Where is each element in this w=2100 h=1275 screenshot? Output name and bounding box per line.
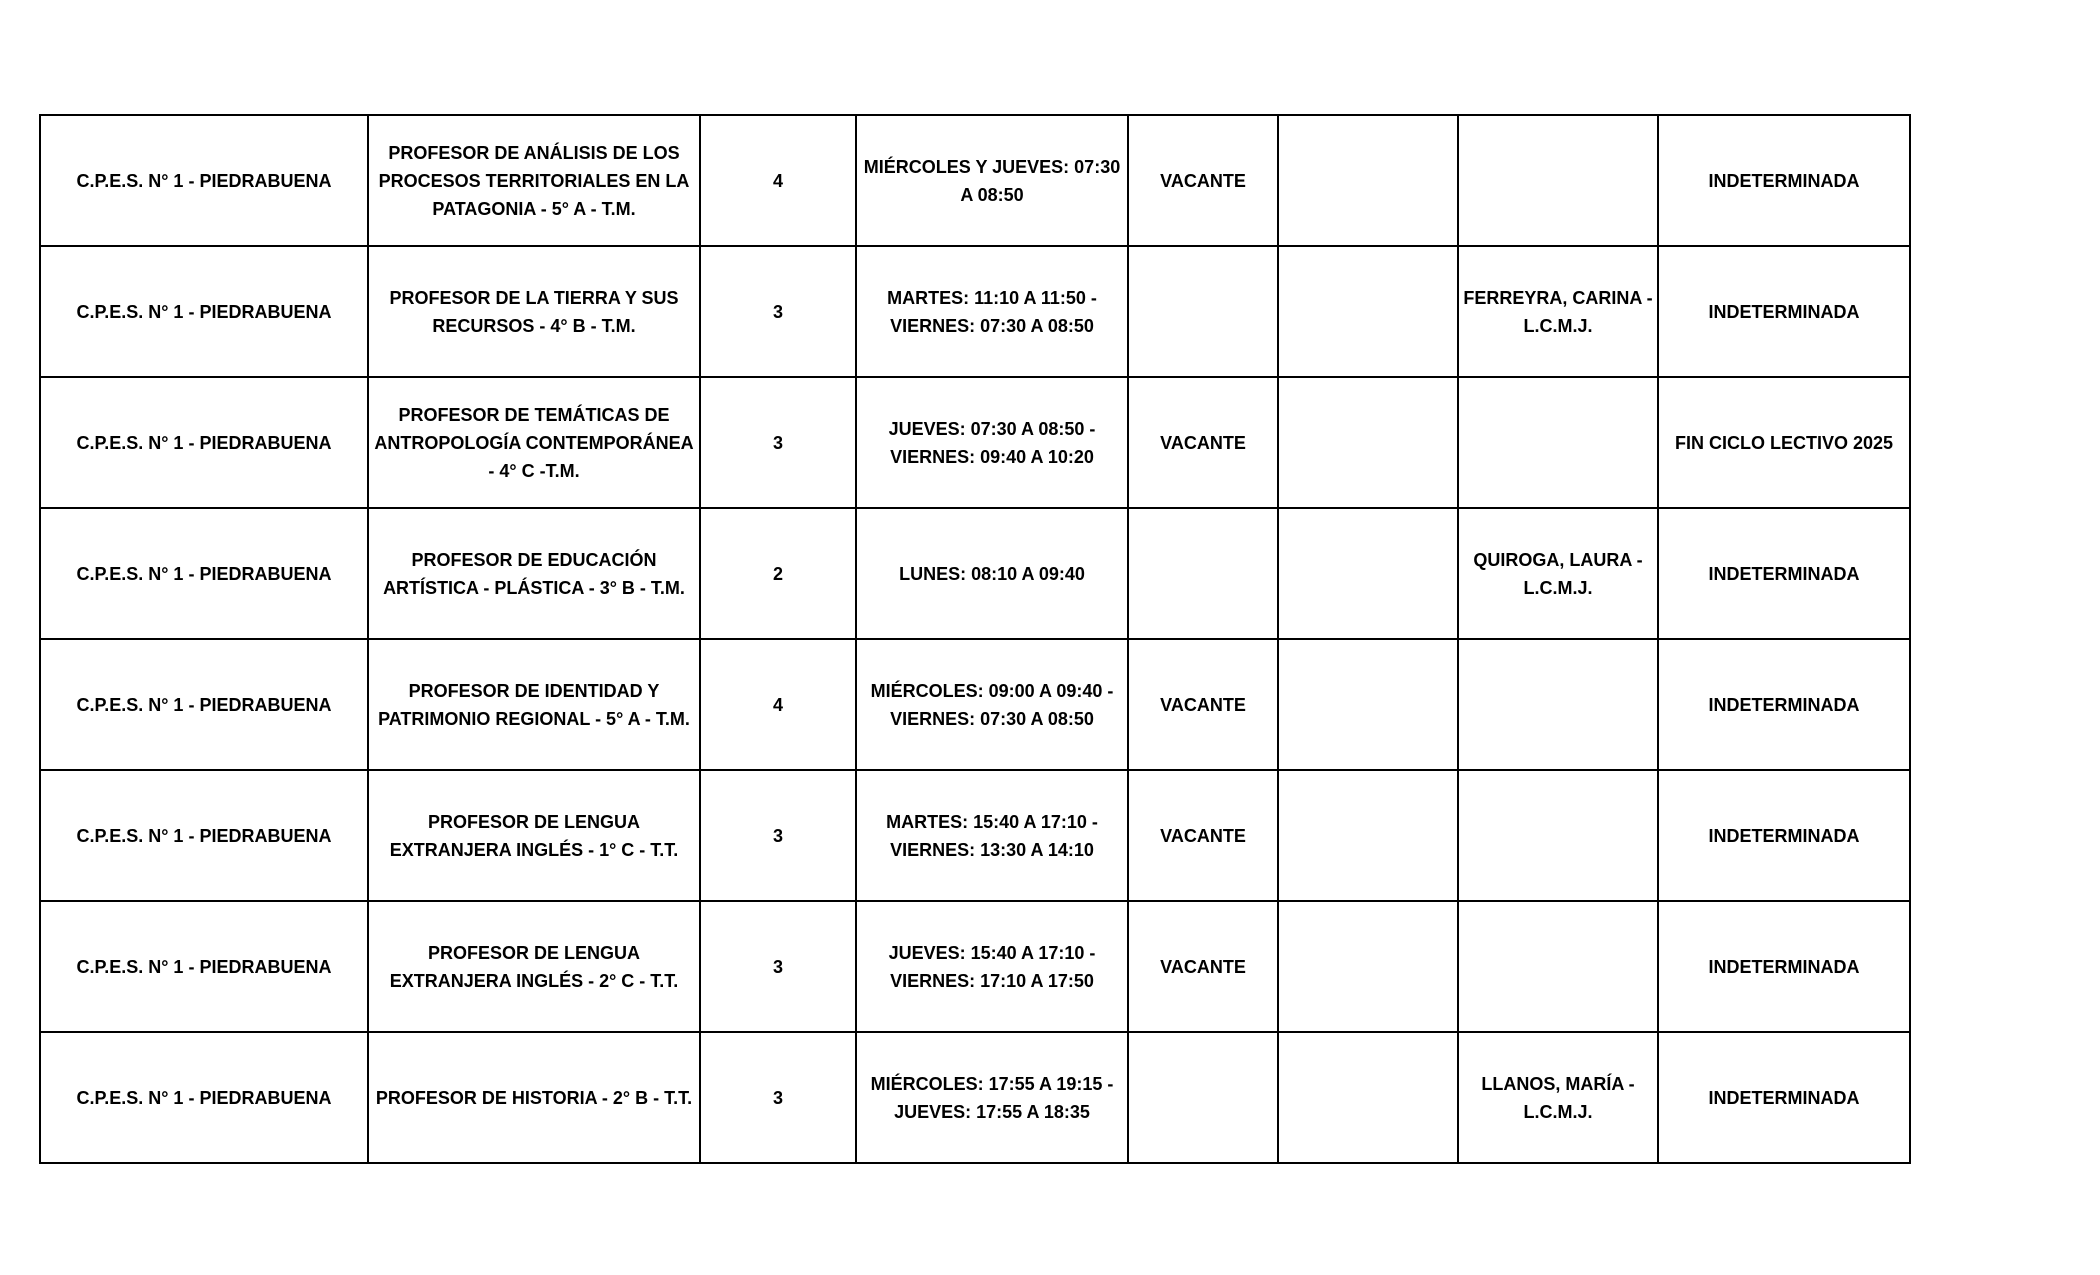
hours-cell: 3: [700, 246, 856, 377]
schedule-cell: JUEVES: 15:40 A 17:10 - VIERNES: 17:10 A 17:50: [856, 901, 1128, 1032]
school-cell: C.P.E.S. N° 1 - PIEDRABUENA: [40, 901, 368, 1032]
schedule-cell: MARTES: 15:40 A 17:10 - VIERNES: 13:30 A 14:10: [856, 770, 1128, 901]
extra-cell: [1278, 115, 1458, 246]
status-cell: VACANTE: [1128, 770, 1278, 901]
status-cell: VACANTE: [1128, 639, 1278, 770]
position-cell: PROFESOR DE LENGUA EXTRANJERA INGLÉS - 2° C - T.T.: [368, 901, 700, 1032]
hours-cell: 3: [700, 377, 856, 508]
holder-cell: [1458, 115, 1658, 246]
extra-cell: [1278, 1032, 1458, 1163]
status-cell: [1128, 246, 1278, 377]
schedule-cell: MIÉRCOLES Y JUEVES: 07:30 A 08:50: [856, 115, 1128, 246]
extra-cell: [1278, 901, 1458, 1032]
hours-cell: 3: [700, 901, 856, 1032]
table-row: [40, 246, 1910, 377]
schedule-cell: MARTES: 11:10 A 11:50 - VIERNES: 07:30 A 08:50: [856, 246, 1128, 377]
position-cell: PROFESOR DE LA TIERRA Y SUS RECURSOS - 4° B - T.M.: [368, 246, 700, 377]
holder-cell: [1458, 639, 1658, 770]
table-row: [40, 770, 1910, 901]
school-cell: C.P.E.S. N° 1 - PIEDRABUENA: [40, 508, 368, 639]
hours-cell: 4: [700, 115, 856, 246]
schedule-cell: LUNES: 08:10 A 09:40: [856, 508, 1128, 639]
extra-cell: [1278, 377, 1458, 508]
holder-cell: QUIROGA, LAURA - L.C.M.J.: [1458, 508, 1658, 639]
extra-cell: [1278, 508, 1458, 639]
schedule-cell: MIÉRCOLES: 17:55 A 19:15 - JUEVES: 17:55 A 18:35: [856, 1032, 1128, 1163]
position-cell: PROFESOR DE TEMÁTICAS DE ANTROPOLOGÍA CONTEMPORÁNEA - 4° C -T.M.: [368, 377, 700, 508]
position-cell: PROFESOR DE EDUCACIÓN ARTÍSTICA - PLÁSTICA - 3° B - T.M.: [368, 508, 700, 639]
position-cell: PROFESOR DE LENGUA EXTRANJERA INGLÉS - 1° C - T.T.: [368, 770, 700, 901]
school-cell: C.P.E.S. N° 1 - PIEDRABUENA: [40, 639, 368, 770]
status-cell: VACANTE: [1128, 115, 1278, 246]
holder-cell: LLANOS, MARÍA - L.C.M.J.: [1458, 1032, 1658, 1163]
status-cell: VACANTE: [1128, 901, 1278, 1032]
school-cell: C.P.E.S. N° 1 - PIEDRABUENA: [40, 115, 368, 246]
term-cell: INDETERMINADA: [1658, 1032, 1910, 1163]
table-row: [40, 508, 1910, 639]
position-cell: PROFESOR DE ANÁLISIS DE LOS PROCESOS TERRITORIALES EN LA PATAGONIA - 5° A - T.M.: [368, 115, 700, 246]
term-cell: INDETERMINADA: [1658, 770, 1910, 901]
position-cell: PROFESOR DE IDENTIDAD Y PATRIMONIO REGIONAL - 5° A - T.M.: [368, 639, 700, 770]
term-cell: INDETERMINADA: [1658, 639, 1910, 770]
school-cell: C.P.E.S. N° 1 - PIEDRABUENA: [40, 1032, 368, 1163]
school-cell: C.P.E.S. N° 1 - PIEDRABUENA: [40, 377, 368, 508]
status-cell: VACANTE: [1128, 377, 1278, 508]
extra-cell: [1278, 246, 1458, 377]
holder-cell: [1458, 901, 1658, 1032]
status-cell: [1128, 1032, 1278, 1163]
hours-cell: 3: [700, 770, 856, 901]
extra-cell: [1278, 639, 1458, 770]
table-row: [40, 1032, 1910, 1163]
school-cell: C.P.E.S. N° 1 - PIEDRABUENA: [40, 770, 368, 901]
term-cell: INDETERMINADA: [1658, 246, 1910, 377]
term-cell: INDETERMINADA: [1658, 508, 1910, 639]
table-row: [40, 115, 1910, 246]
extra-cell: [1278, 770, 1458, 901]
position-cell: PROFESOR DE HISTORIA - 2° B - T.T.: [368, 1032, 700, 1163]
table-row: [40, 901, 1910, 1032]
term-cell: INDETERMINADA: [1658, 901, 1910, 1032]
vacancy-table: [39, 114, 1911, 1164]
school-cell: C.P.E.S. N° 1 - PIEDRABUENA: [40, 246, 368, 377]
status-cell: [1128, 508, 1278, 639]
hours-cell: 2: [700, 508, 856, 639]
holder-cell: FERREYRA, CARINA - L.C.M.J.: [1458, 246, 1658, 377]
holder-cell: [1458, 377, 1658, 508]
schedule-cell: MIÉRCOLES: 09:00 A 09:40 - VIERNES: 07:30 A 08:50: [856, 639, 1128, 770]
holder-cell: [1458, 770, 1658, 901]
term-cell: FIN CICLO LECTIVO 2025: [1658, 377, 1910, 508]
hours-cell: 4: [700, 639, 856, 770]
table-row: [40, 639, 1910, 770]
table-row: [40, 377, 1910, 508]
term-cell: INDETERMINADA: [1658, 115, 1910, 246]
schedule-cell: JUEVES: 07:30 A 08:50 - VIERNES: 09:40 A 10:20: [856, 377, 1128, 508]
hours-cell: 3: [700, 1032, 856, 1163]
